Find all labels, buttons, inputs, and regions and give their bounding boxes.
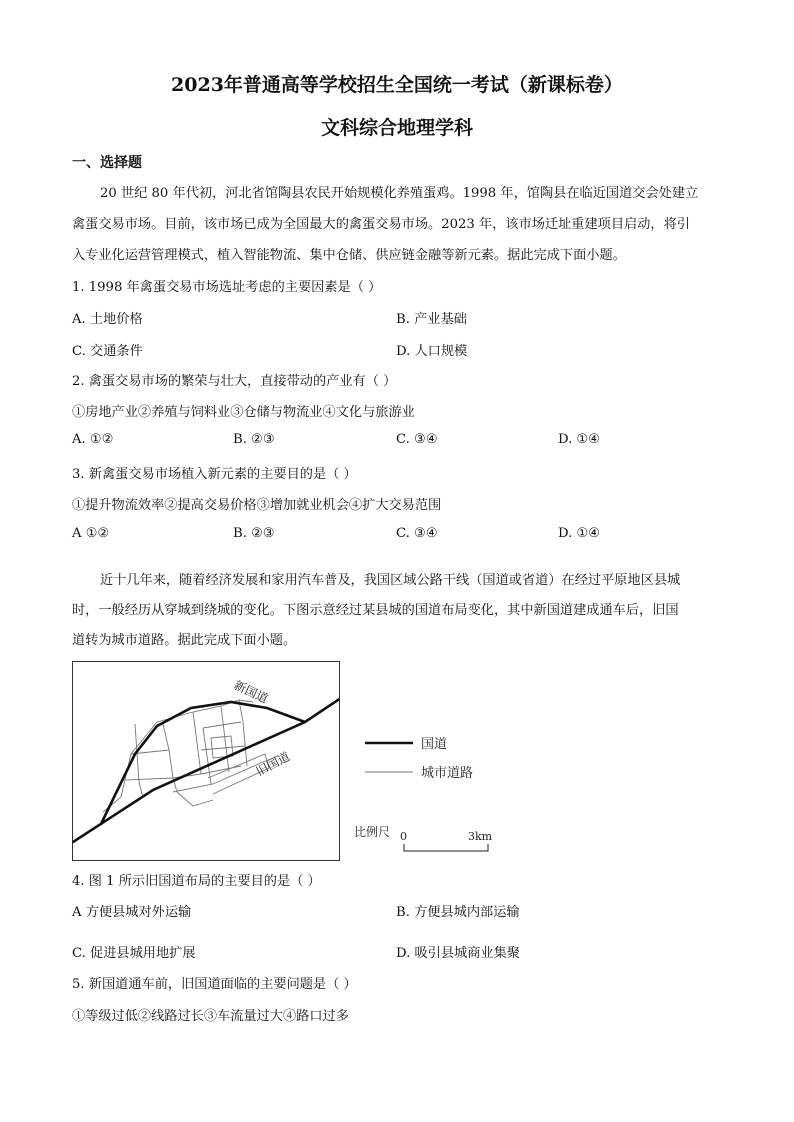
old-road-label: 旧国道 (253, 749, 293, 779)
exam-title: 2023年普通高等学校招生全国统一考试（新课标卷） (171, 74, 623, 96)
q2-option-a: A. ①② (72, 432, 114, 447)
city-road (203, 722, 241, 728)
q2-option-c: C. ③④ (396, 432, 438, 447)
city-roads (103, 700, 278, 812)
q4-option-b: B. 方便县城内部运输 (396, 905, 520, 920)
q2-items: ①房地产业②养殖与饲料业③仓储与物流业④文化与旅游业 (72, 405, 415, 420)
scale-zero: 0 (400, 830, 407, 843)
q2-stem: 2. 禽蛋交易市场的繁荣与壮大，直接带动的产业有（ ） (72, 374, 397, 389)
q1-option-b: B. 产业基础 (396, 312, 467, 327)
map-scale (352, 818, 512, 858)
q1-option-d: D. 人口规模 (396, 344, 468, 359)
q2-option-b: B. ②③ (233, 432, 275, 447)
q3-items: ①提升物流效率②提高交易价格③增加就业机会④扩大交易范围 (72, 498, 442, 513)
city-road (193, 712, 201, 774)
q3-option-c: C. ③④ (396, 526, 438, 541)
scale-bar (404, 844, 488, 851)
legend-city-label: 城市道路 (421, 766, 474, 781)
national-roads (73, 698, 340, 842)
new-road-label: 新国道 (231, 678, 271, 706)
city-road (239, 700, 247, 766)
legend-national-label: 国道 (421, 737, 448, 752)
q4-stem: 4. 图 1 所示旧国道布局的主要目的是（ ） (72, 874, 321, 889)
passage2-line1: 近十几年来，随着经济发展和家用汽车普及，我国区域公路干线（国道或省道）在经过平原地区县城 (100, 573, 681, 588)
city-road (221, 706, 229, 772)
city-road-west (103, 754, 131, 812)
q4-option-d: D. 吸引县城商业集聚 (396, 946, 520, 961)
passage2-line2: 时，一般经历从穿城到绕城的变化。下图示意经过某县城的国道布局变化，其中新国道建成通车后，旧国 (72, 603, 679, 618)
q5-items: ①等级过低②线路过长③车流量过大④路口过多 (72, 1009, 349, 1024)
q1-option-c: C. 交通条件 (72, 344, 143, 359)
q3-option-b: B. ②③ (233, 526, 275, 541)
map-legend (355, 730, 495, 785)
road-map-svg (73, 662, 340, 861)
q2-option-d: D. ①④ (558, 432, 601, 447)
q4-option-c: C. 促进县城用地扩展 (72, 946, 196, 961)
passage2-line3: 道转为城市道路。据此完成下面小题。 (72, 633, 297, 648)
section-heading: 一、选择题 (72, 155, 142, 171)
city-road (177, 792, 213, 806)
city-road (135, 724, 143, 798)
q1-stem: 1. 1998 年禽蛋交易市场选址考虑的主要因素是（ ） (72, 280, 382, 295)
q4-option-a: A 方便县城对外运输 (72, 905, 192, 920)
passage1-line2: 禽蛋交易市场。目前，该市场已成为全国最大的禽蛋交易市场。2023 年，该市场迁址重建项目启动，将引 (72, 217, 690, 232)
scale-label: 比例尺 (354, 825, 391, 839)
q3-stem: 3. 新禽蛋交易市场植入新元素的主要目的是（ ） (72, 467, 357, 482)
city-road (201, 746, 245, 750)
city-road (203, 728, 211, 784)
road-map-figure (72, 661, 340, 861)
exam-subtitle: 文科综合地理学科 (320, 117, 473, 139)
scale-max: 3km (468, 830, 493, 843)
q5-stem: 5. 新国道通车前，旧国道面临的主要问题是（ ） (72, 977, 357, 992)
passage1-line1: 20 世纪 80 年代初，河北省馆陶县农民开始规模化养殖蛋鸡。1998 年，馆陶县在临近国道交会处建立 (100, 186, 699, 201)
q1-option-a: A. 土地价格 (72, 312, 143, 327)
q3-option-a: A ①② (72, 526, 110, 541)
q3-option-d: D. ①④ (558, 526, 601, 541)
passage1-line3: 入专业化运营管理模式，植入智能物流、集中仓储、供应链金融等新元素。据此完成下面小题。 (72, 248, 626, 263)
